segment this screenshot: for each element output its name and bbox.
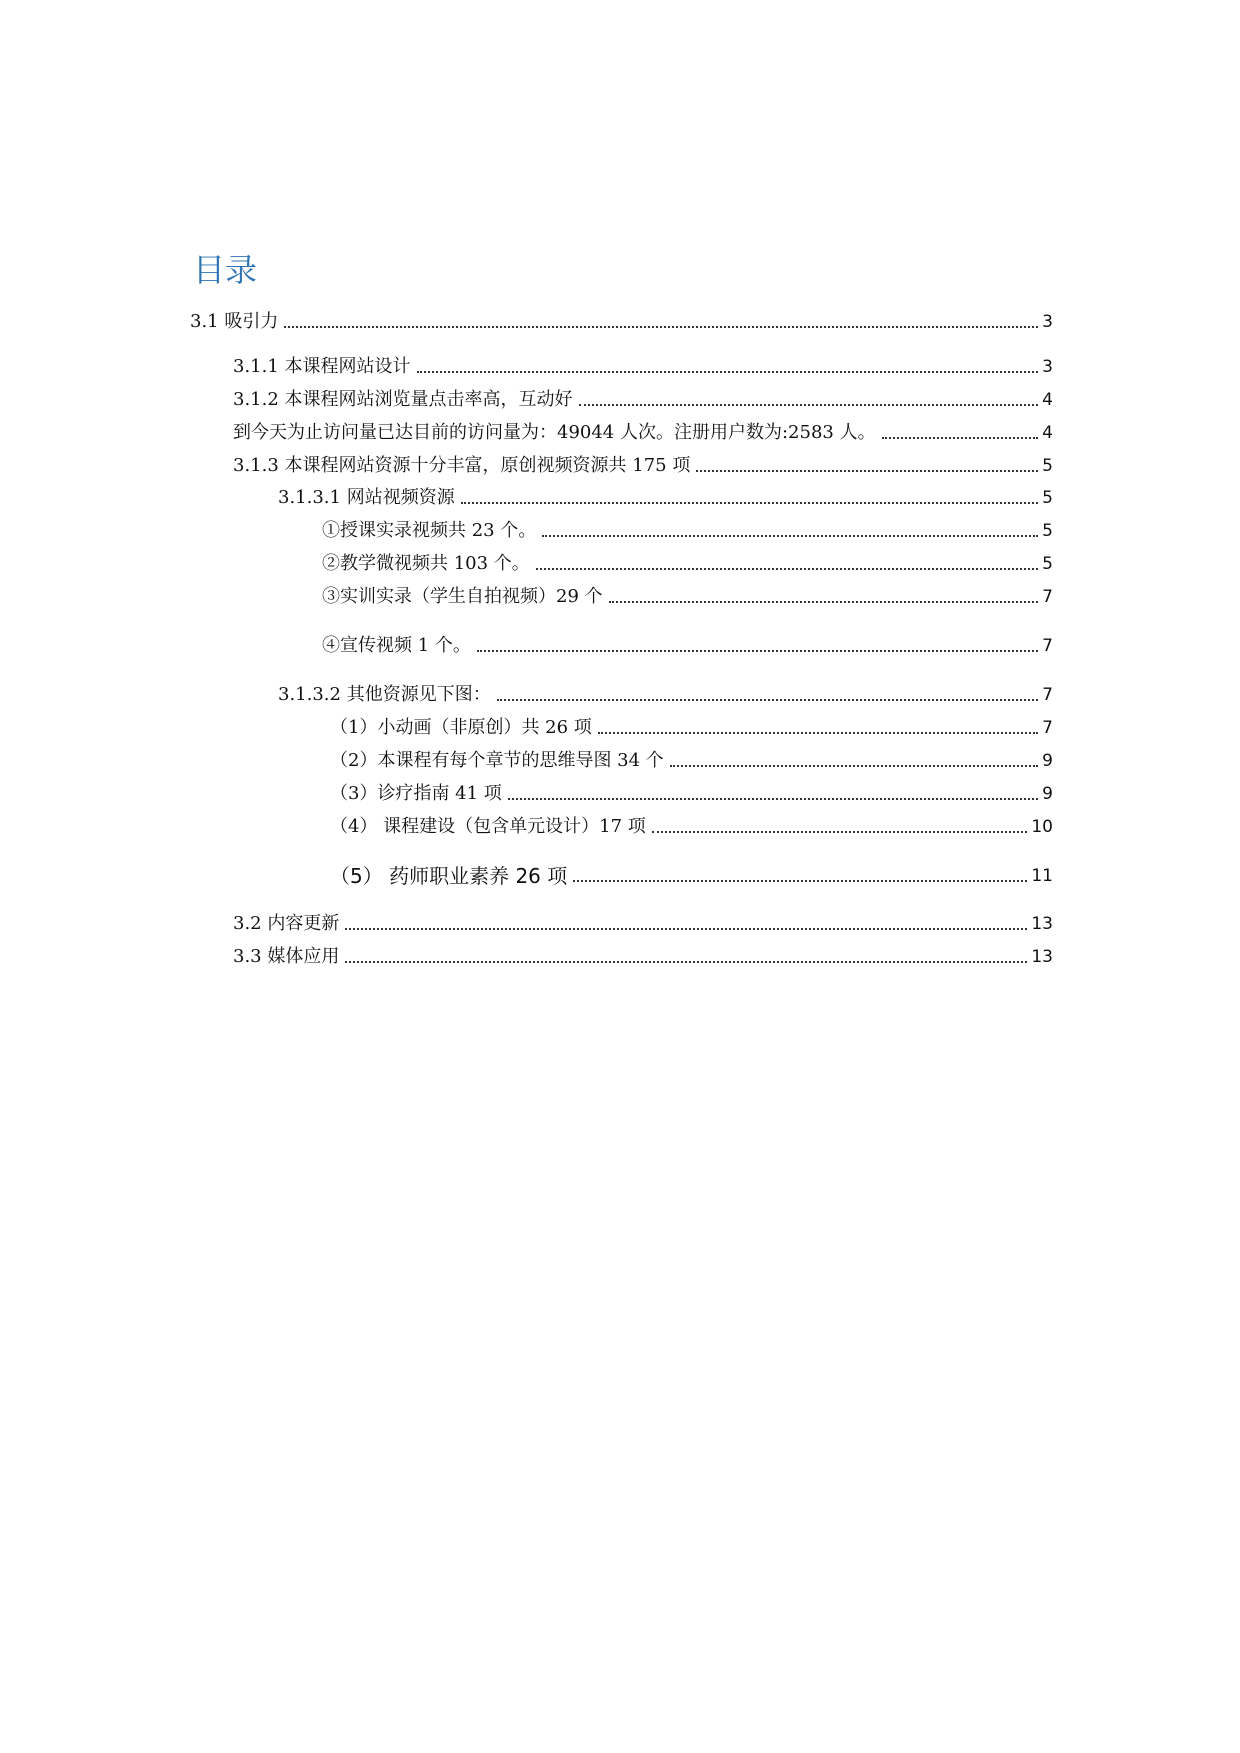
- toc-leader: [573, 880, 1027, 882]
- toc-entry-text: ④宣传视频 1 个。: [322, 635, 471, 656]
- toc-entry-page: 13: [1031, 914, 1053, 934]
- toc-entry-text: ②教学微视频共 103 个。: [322, 553, 530, 574]
- toc-entry-text: （5） 药师职业素养 26 项: [330, 864, 568, 888]
- toc-entry[interactable]: [330, 780, 1053, 806]
- toc-leader: [497, 699, 1038, 701]
- toc-leader: [696, 470, 1038, 472]
- toc-leader: [542, 535, 1038, 537]
- toc-entry-text: （4） 课程建设（包含单元设计）17 项: [330, 816, 646, 837]
- toc-leader: [536, 568, 1038, 570]
- toc-entry-page: 10: [1031, 817, 1053, 837]
- toc-entry[interactable]: [190, 308, 1053, 334]
- toc-leader: [284, 326, 1038, 328]
- toc-leader: [461, 502, 1038, 504]
- toc-leader: [882, 437, 1039, 439]
- toc-leader: [417, 371, 1039, 373]
- toc-entry-text: （2）本课程有每个章节的思维导图 34 个: [330, 750, 664, 771]
- toc-entry-page: 3: [1042, 312, 1053, 332]
- toc-entry[interactable]: [322, 632, 1053, 658]
- toc-entry-text: 3.1.1 本课程网站设计: [233, 356, 411, 377]
- toc-entry[interactable]: [322, 550, 1053, 576]
- toc-entry[interactable]: [233, 910, 1053, 936]
- toc-entry[interactable]: [330, 714, 1053, 740]
- toc-entry[interactable]: [330, 813, 1053, 839]
- toc-entry[interactable]: [233, 419, 1053, 445]
- toc-leader: [345, 961, 1027, 963]
- toc-entry-text: 3.1.3.1 网站视频资源: [278, 487, 455, 508]
- toc-entry[interactable]: [233, 943, 1053, 969]
- toc-entry-page: 13: [1031, 947, 1053, 967]
- toc-leader: [345, 928, 1027, 930]
- toc-leader: [579, 404, 1039, 406]
- toc-entry[interactable]: [233, 386, 1053, 412]
- toc-leader: [670, 765, 1038, 767]
- toc-entry-text: ③实训实录（学生自拍视频）29 个: [322, 586, 603, 607]
- toc-entry-text: 3.1.3 本课程网站资源十分丰富，原创视频资源共 175 项: [233, 455, 691, 476]
- toc-entry[interactable]: [322, 517, 1053, 543]
- toc-entry-page: 7: [1042, 718, 1053, 738]
- toc-entry-page: 5: [1042, 521, 1053, 541]
- toc-entry-text: 到今天为止访问量已达目前的访问量为：49044 人次。注册用户数为:2583 人。: [233, 422, 876, 443]
- toc-entry-page: 9: [1042, 751, 1053, 771]
- toc-entry-text: （1）小动画（非原创）共 26 项: [330, 717, 592, 738]
- toc-entry[interactable]: [330, 862, 1053, 888]
- toc-leader: [609, 601, 1039, 603]
- toc-entry-page: 3: [1042, 357, 1053, 377]
- toc-leader: [477, 650, 1038, 652]
- toc-entry-text: 3.2 内容更新: [233, 913, 340, 934]
- toc-entry[interactable]: [233, 353, 1053, 379]
- toc-leader: [508, 798, 1038, 800]
- toc-entry[interactable]: [322, 583, 1053, 609]
- toc-entry-text: ①授课实录视频共 23 个。: [322, 520, 537, 541]
- toc-entry-page: 9: [1042, 784, 1053, 804]
- toc-entry[interactable]: [278, 681, 1053, 707]
- toc-leader: [598, 732, 1038, 734]
- toc-entry-text: 3.3 媒体应用: [233, 946, 340, 967]
- toc-entry-page: 11: [1031, 866, 1053, 886]
- toc-entry-page: 4: [1042, 390, 1053, 410]
- toc-entry[interactable]: [330, 747, 1053, 773]
- toc-entry-page: 5: [1042, 456, 1053, 476]
- toc-entry-page: 7: [1042, 685, 1053, 705]
- toc-entry[interactable]: [278, 484, 1053, 510]
- toc-title: 目录: [193, 251, 258, 289]
- toc-entry-text: 3.1.2 本课程网站浏览量点击率高，互动好: [233, 389, 573, 410]
- toc-entry[interactable]: [233, 452, 1053, 478]
- toc-leader: [652, 831, 1028, 833]
- toc-entry-page: 5: [1042, 554, 1053, 574]
- toc-entry-page: 5: [1042, 488, 1053, 508]
- toc-entry-text: 3.1 吸引力: [190, 311, 279, 332]
- toc-entry-text: 3.1.3.2 其他资源见下图：: [278, 684, 491, 705]
- toc-entry-text: （3）诊疗指南 41 项: [330, 783, 502, 804]
- toc-entry-page: 7: [1042, 636, 1053, 656]
- toc-entry-page: 4: [1042, 423, 1053, 443]
- toc-entry-page: 7: [1042, 587, 1053, 607]
